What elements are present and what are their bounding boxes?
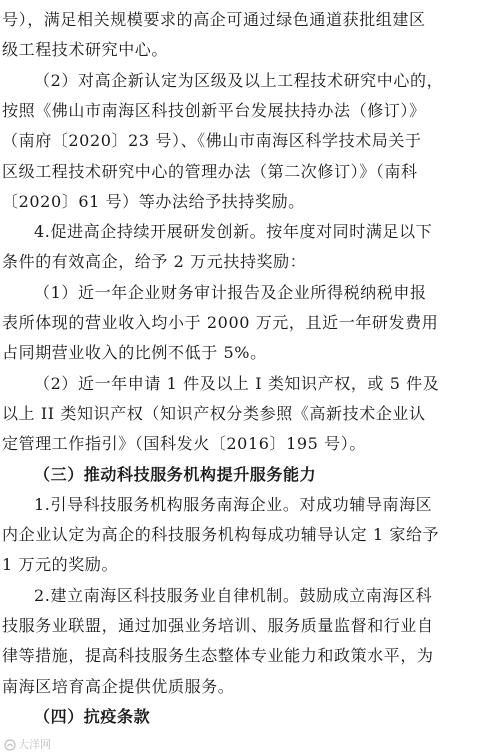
watermark-logo-icon bbox=[4, 739, 16, 751]
text-line: 律等措施，提高科技服务生态整体专业能力和政策水平，为 bbox=[2, 646, 434, 666]
text-line: 4.促进高企持续开展研发创新。按年度对同时满足以下 bbox=[34, 222, 433, 242]
text-line: 1 万元的奖励。 bbox=[2, 555, 119, 575]
text-line: 表所体现的营业收入均小于 2000 万元，且近一年研发费用 bbox=[2, 313, 439, 332]
section-heading: （三）推动科技服务机构提升服务能力 bbox=[34, 464, 317, 484]
text-line: 1.引导科技服务机构服务南海企业。对成功辅导南海区 bbox=[34, 494, 433, 514]
text-line: （2）对高企新认定为区级及以上工程技术研究中心的， bbox=[34, 70, 444, 90]
text-line: 2.建立南海区科技服务业自律机制。鼓励成立南海区科 bbox=[34, 585, 433, 605]
text-line: 按照《佛山市南海区科技创新平台发展扶持办法（修订）》 bbox=[2, 100, 426, 120]
text-line: 号），满足相关规模要求的高企可通过绿色通道获批组建区 bbox=[2, 10, 426, 29]
text-line: （1）近一年企业财务审计报告及企业所得税纳税申报 bbox=[34, 282, 427, 302]
text-line: （南府〔2020〕23 号）、《佛山市南海区科学技术局关于 bbox=[2, 131, 422, 151]
text-line: 内企业认定为高企的科技服务机构每成功辅导认定 1 家给予 bbox=[2, 525, 440, 545]
section-heading: （四）抗疫条款 bbox=[34, 706, 151, 726]
text-line: 以上 II 类知识产权（知识产权分类参照《高新技术企业认 bbox=[2, 403, 426, 423]
watermark-text: 大洋网 bbox=[18, 738, 51, 751]
text-line: 条件的有效高企，给予 2 万元扶持奖励： bbox=[2, 252, 307, 272]
watermark bbox=[4, 738, 51, 752]
text-line: 技服务业联盟，通过加强业务培训、服务质量监督和行业自 bbox=[2, 616, 434, 635]
text-line: 定管理工作指引》（国科发火〔2016〕195 号）。 bbox=[2, 434, 366, 454]
text-line: （2）近一年申请 1 件及以上 I 类知识产权，或 5 件及 bbox=[34, 373, 440, 393]
text-line: 级工程技术研究中心。 bbox=[2, 40, 169, 60]
text-line: 南海区培育高企提供优质服务。 bbox=[2, 676, 235, 696]
text-line: 占同期营业收入的比例不低于 5%。 bbox=[2, 343, 267, 363]
text-line: 区级工程技术研究中心的管理办法（第二次修订）》（南科 bbox=[2, 161, 418, 181]
text-line: 〔2020〕61 号）等办法给予扶持奖励。 bbox=[2, 191, 305, 211]
